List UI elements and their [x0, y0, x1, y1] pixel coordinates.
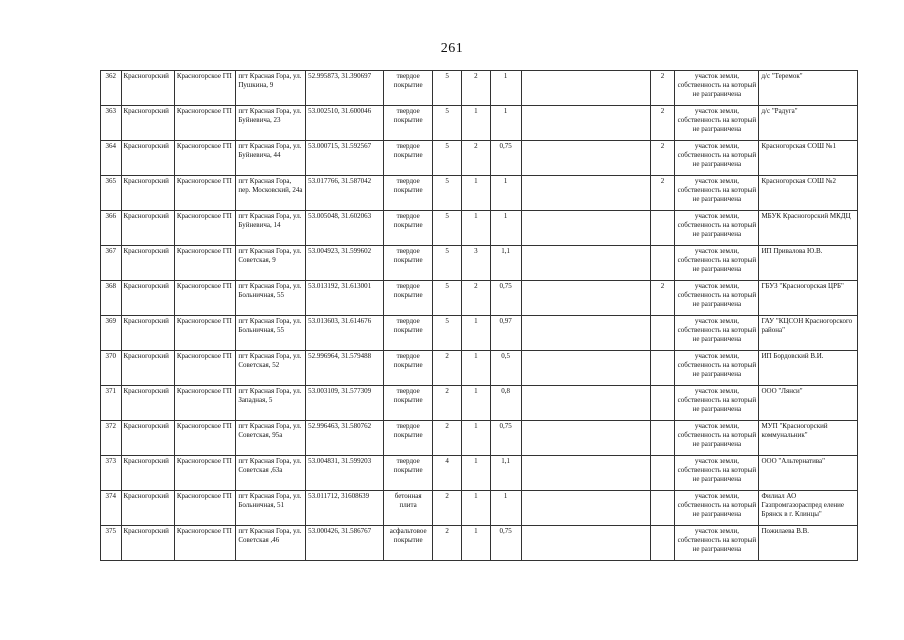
count-cell-3: 1: [490, 106, 521, 141]
count-cell-2: 3: [462, 246, 491, 281]
count-cell-1: 2: [433, 491, 462, 526]
count-cell-5: [650, 491, 675, 526]
count-cell-3: 1,1: [490, 456, 521, 491]
district-cell: Красногорский: [121, 526, 174, 561]
surface-cell: твердое покрытие: [384, 106, 433, 141]
count-cell-5: [650, 456, 675, 491]
table-row: [101, 246, 858, 281]
count-cell-4: [521, 316, 650, 351]
count-cell-4: [521, 246, 650, 281]
count-cell-1: 5: [433, 71, 462, 106]
settlement-cell: Красногорское ГП: [174, 106, 236, 141]
coordinates-cell: 53.000426, 31.586767: [306, 526, 384, 561]
row-number: 372: [101, 421, 122, 456]
count-cell-2: 2: [462, 141, 491, 176]
count-cell-4: [521, 176, 650, 211]
count-cell-4: [521, 141, 650, 176]
count-cell-5: 2: [650, 176, 675, 211]
row-number: 371: [101, 386, 122, 421]
coordinates-cell: 53.004831, 31.599203: [306, 456, 384, 491]
address-cell: пгт Красная Гора, ул. Пушкина, 9: [236, 71, 306, 106]
row-number: 363: [101, 106, 122, 141]
count-cell-3: 0,75: [490, 526, 521, 561]
organization-cell: ГБУЗ "Красногорская ЦРБ": [759, 281, 858, 316]
count-cell-4: [521, 106, 650, 141]
registry-body: [101, 71, 858, 561]
settlement-cell: Красногорское ГП: [174, 246, 236, 281]
row-number: 370: [101, 351, 122, 386]
surface-cell: твердое покрытие: [384, 141, 433, 176]
surface-cell: твердое покрытие: [384, 386, 433, 421]
count-cell-5: [650, 351, 675, 386]
count-cell-2: 1: [462, 386, 491, 421]
count-cell-5: 2: [650, 71, 675, 106]
address-cell: пгт Красная Гора, ул. Советская, 52: [236, 351, 306, 386]
organization-cell: ООО "Альтернатива": [759, 456, 858, 491]
count-cell-5: [650, 246, 675, 281]
row-number: 362: [101, 71, 122, 106]
count-cell-4: [521, 421, 650, 456]
settlement-cell: Красногорское ГП: [174, 491, 236, 526]
count-cell-2: 2: [462, 281, 491, 316]
district-cell: Красногорский: [121, 176, 174, 211]
table-row: [101, 71, 858, 106]
table-row: [101, 351, 858, 386]
count-cell-1: 5: [433, 281, 462, 316]
organization-cell: Пожилаева В.В.: [759, 526, 858, 561]
address-cell: пгт Красная Гора, ул. Советская ,63а: [236, 456, 306, 491]
coordinates-cell: 53.000715, 31.592567: [306, 141, 384, 176]
surface-cell: твердое покрытие: [384, 71, 433, 106]
count-cell-3: 1: [490, 491, 521, 526]
settlement-cell: Красногорское ГП: [174, 71, 236, 106]
count-cell-1: 2: [433, 526, 462, 561]
district-cell: Красногорский: [121, 316, 174, 351]
registry-table: [100, 70, 858, 561]
surface-cell: твердое покрытие: [384, 281, 433, 316]
district-cell: Красногорский: [121, 491, 174, 526]
land-status-cell: участок земли, собственность на который не разграничена: [675, 281, 759, 316]
table-row: [101, 456, 858, 491]
count-cell-3: 0,75: [490, 421, 521, 456]
district-cell: Красногорский: [121, 106, 174, 141]
count-cell-3: 0,8: [490, 386, 521, 421]
count-cell-5: [650, 421, 675, 456]
organization-cell: ГАУ "КЦСОН Красногорского района": [759, 316, 858, 351]
count-cell-4: [521, 526, 650, 561]
land-status-cell: участок земли, собственность на который не разграничена: [675, 211, 759, 246]
row-number: 365: [101, 176, 122, 211]
count-cell-5: 2: [650, 141, 675, 176]
count-cell-1: 5: [433, 246, 462, 281]
coordinates-cell: 53.003109, 31.577309: [306, 386, 384, 421]
district-cell: Красногорский: [121, 211, 174, 246]
row-number: 369: [101, 316, 122, 351]
settlement-cell: Красногорское ГП: [174, 141, 236, 176]
count-cell-2: 1: [462, 316, 491, 351]
count-cell-4: [521, 351, 650, 386]
table-row: [101, 281, 858, 316]
surface-cell: твердое покрытие: [384, 246, 433, 281]
organization-cell: ООО "Лянси": [759, 386, 858, 421]
district-cell: Красногорский: [121, 421, 174, 456]
count-cell-3: 0,5: [490, 351, 521, 386]
organization-cell: ИП Привалова Ю.В.: [759, 246, 858, 281]
count-cell-3: 1: [490, 176, 521, 211]
count-cell-3: 0,97: [490, 316, 521, 351]
count-cell-1: 5: [433, 211, 462, 246]
table-row: [101, 526, 858, 561]
district-cell: Красногорский: [121, 456, 174, 491]
count-cell-4: [521, 456, 650, 491]
count-cell-3: 0,75: [490, 281, 521, 316]
coordinates-cell: 53.017766, 31.587042: [306, 176, 384, 211]
address-cell: пгт Красная Гора, ул. Буйневича, 23: [236, 106, 306, 141]
count-cell-5: 2: [650, 106, 675, 141]
row-number: 375: [101, 526, 122, 561]
organization-cell: Красногорская СОШ №1: [759, 141, 858, 176]
organization-cell: ИП Бордовский В.И.: [759, 351, 858, 386]
coordinates-cell: 53.011712, 31608639: [306, 491, 384, 526]
land-status-cell: участок земли, собственность на который не разграничена: [675, 526, 759, 561]
count-cell-1: 5: [433, 141, 462, 176]
table-row: [101, 421, 858, 456]
count-cell-3: 1,1: [490, 246, 521, 281]
address-cell: пгт Красная Гора, ул. Западная, 5: [236, 386, 306, 421]
surface-cell: бетонная плита: [384, 491, 433, 526]
coordinates-cell: 53.002510, 31.600046: [306, 106, 384, 141]
count-cell-4: [521, 386, 650, 421]
row-number: 368: [101, 281, 122, 316]
surface-cell: твердое покрытие: [384, 351, 433, 386]
address-cell: пгт Красная Гора, ул. Больничная, 55: [236, 316, 306, 351]
district-cell: Красногорский: [121, 246, 174, 281]
table-row: [101, 491, 858, 526]
table-row: [101, 176, 858, 211]
count-cell-2: 1: [462, 491, 491, 526]
count-cell-5: [650, 211, 675, 246]
address-cell: пгт Красная Гора, ул. Буйневича, 44: [236, 141, 306, 176]
count-cell-2: 1: [462, 526, 491, 561]
count-cell-1: 5: [433, 106, 462, 141]
settlement-cell: Красногорское ГП: [174, 281, 236, 316]
land-status-cell: участок земли, собственность на который не разграничена: [675, 351, 759, 386]
count-cell-4: [521, 281, 650, 316]
address-cell: пгт Красная Гора, ул. Советская ,46: [236, 526, 306, 561]
count-cell-1: 2: [433, 351, 462, 386]
coordinates-cell: 52.996463, 31.580762: [306, 421, 384, 456]
settlement-cell: Красногорское ГП: [174, 176, 236, 211]
address-cell: пгт Красная Гора, пер. Московский, 24а: [236, 176, 306, 211]
land-status-cell: участок земли, собственность на который не разграничена: [675, 386, 759, 421]
coordinates-cell: 53.005048, 31.602063: [306, 211, 384, 246]
count-cell-3: 0,75: [490, 141, 521, 176]
count-cell-2: 1: [462, 421, 491, 456]
table-row: [101, 316, 858, 351]
district-cell: Красногорский: [121, 141, 174, 176]
surface-cell: твердое покрытие: [384, 211, 433, 246]
count-cell-2: 1: [462, 456, 491, 491]
count-cell-2: 1: [462, 106, 491, 141]
count-cell-1: 4: [433, 456, 462, 491]
count-cell-2: 1: [462, 211, 491, 246]
land-status-cell: участок земли, собственность на который не разграничена: [675, 176, 759, 211]
coordinates-cell: 53.013603, 31.614676: [306, 316, 384, 351]
land-status-cell: участок земли, собственность на который не разграничена: [675, 421, 759, 456]
organization-cell: МУП "Красногорский коммунальник": [759, 421, 858, 456]
count-cell-1: 5: [433, 316, 462, 351]
row-number: 374: [101, 491, 122, 526]
count-cell-4: [521, 211, 650, 246]
address-cell: пгт Красная Гора, ул. Буйневича, 14: [236, 211, 306, 246]
count-cell-2: 1: [462, 176, 491, 211]
organization-cell: д/с "Теремок": [759, 71, 858, 106]
count-cell-3: 1: [490, 71, 521, 106]
row-number: 364: [101, 141, 122, 176]
coordinates-cell: 52.995873, 31.390697: [306, 71, 384, 106]
table-row: [101, 141, 858, 176]
address-cell: пгт Красная Гора, ул. Советская, 9: [236, 246, 306, 281]
settlement-cell: Красногорское ГП: [174, 526, 236, 561]
surface-cell: твердое покрытие: [384, 456, 433, 491]
settlement-cell: Красногорское ГП: [174, 421, 236, 456]
row-number: 367: [101, 246, 122, 281]
count-cell-5: [650, 526, 675, 561]
district-cell: Красногорский: [121, 386, 174, 421]
settlement-cell: Красногорское ГП: [174, 211, 236, 246]
table-row: [101, 386, 858, 421]
district-cell: Красногорский: [121, 71, 174, 106]
count-cell-4: [521, 71, 650, 106]
settlement-cell: Красногорское ГП: [174, 351, 236, 386]
page-number: 261: [440, 41, 464, 56]
surface-cell: твердое покрытие: [384, 176, 433, 211]
coordinates-cell: 53.013192, 31.613001: [306, 281, 384, 316]
land-status-cell: участок земли, собственность на который не разграничена: [675, 106, 759, 141]
address-cell: пгт Красная Гора, ул. Советская, 95а: [236, 421, 306, 456]
organization-cell: Красногорская СОШ №2: [759, 176, 858, 211]
count-cell-5: [650, 316, 675, 351]
settlement-cell: Красногорское ГП: [174, 316, 236, 351]
organization-cell: д/с "Радуга": [759, 106, 858, 141]
land-status-cell: участок земли, собственность на который не разграничена: [675, 316, 759, 351]
land-status-cell: участок земли, собственность на который не разграничена: [675, 456, 759, 491]
organization-cell: Филиал АО Газпромгазораспред еление Брянск в г. Клинцы": [759, 491, 858, 526]
coordinates-cell: 53.004923, 31.599602: [306, 246, 384, 281]
settlement-cell: Красногорское ГП: [174, 386, 236, 421]
count-cell-2: 1: [462, 351, 491, 386]
organization-cell: МБУК Красногорский МКДЦ: [759, 211, 858, 246]
row-number: 373: [101, 456, 122, 491]
count-cell-2: 2: [462, 71, 491, 106]
table-row: [101, 106, 858, 141]
land-status-cell: участок земли, собственность на который не разграничена: [675, 71, 759, 106]
district-cell: Красногорский: [121, 281, 174, 316]
surface-cell: твердое покрытие: [384, 421, 433, 456]
land-status-cell: участок земли, собственность на который не разграничена: [675, 141, 759, 176]
count-cell-1: 2: [433, 421, 462, 456]
table-row: [101, 211, 858, 246]
surface-cell: асфальтовое покрытие: [384, 526, 433, 561]
land-status-cell: участок земли, собственность на который не разграничена: [675, 246, 759, 281]
surface-cell: твердое покрытие: [384, 316, 433, 351]
district-cell: Красногорский: [121, 351, 174, 386]
settlement-cell: Красногорское ГП: [174, 456, 236, 491]
address-cell: пгт Красная Гора, ул. Больничная, 55: [236, 281, 306, 316]
land-status-cell: участок земли, собственность на который не разграничена: [675, 491, 759, 526]
count-cell-1: 2: [433, 386, 462, 421]
count-cell-5: 2: [650, 281, 675, 316]
count-cell-3: 1: [490, 211, 521, 246]
row-number: 366: [101, 211, 122, 246]
coordinates-cell: 52.996964, 31.579488: [306, 351, 384, 386]
count-cell-1: 5: [433, 176, 462, 211]
count-cell-4: [521, 491, 650, 526]
count-cell-5: [650, 386, 675, 421]
address-cell: пгт Красная Гора, ул. Больничная, 51: [236, 491, 306, 526]
